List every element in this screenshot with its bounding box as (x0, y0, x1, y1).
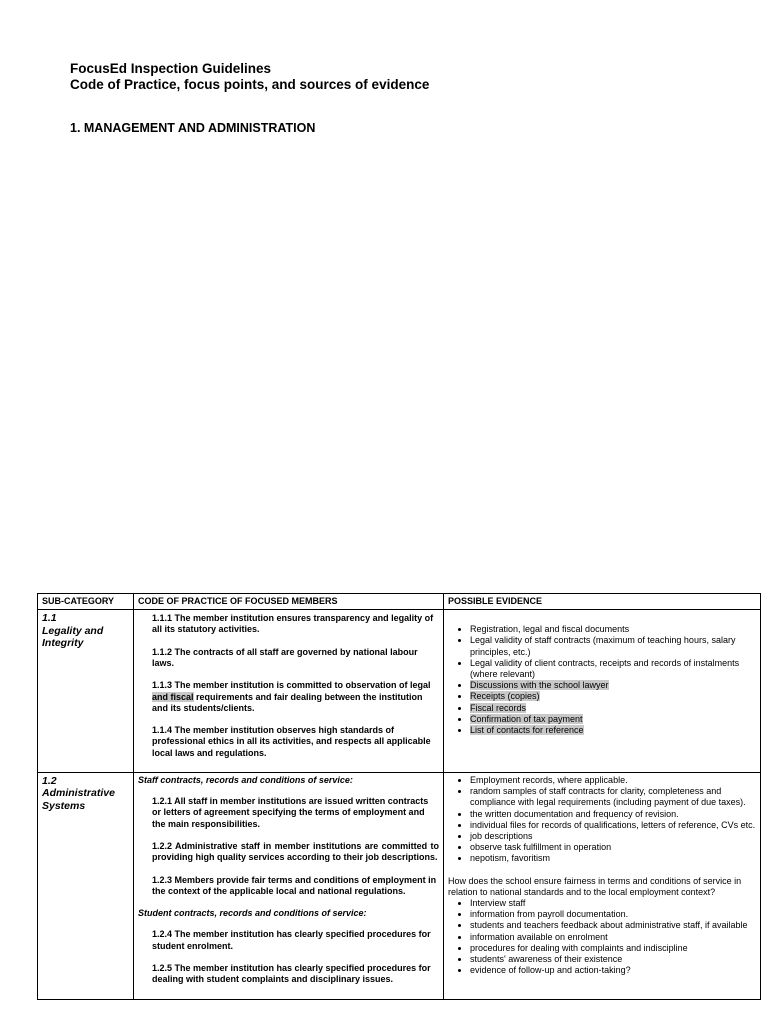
column-header-subcategory: SUB-CATEGORY (38, 594, 134, 610)
list-item: • information from payroll documentation. (470, 909, 756, 920)
code-item: 1.2.2 Administrative staff in member institutions are committed to providing high quality services according to their job descriptions. (152, 840, 439, 863)
subcategory-number: 1.1 (42, 612, 57, 625)
list-item: • Legal validity of client contracts, receipts and records of instalments (where relevant) (470, 658, 756, 680)
document-title: FocusEd Inspection Guidelines (70, 61, 272, 76)
column-header-evidence: POSSIBLE EVIDENCE (444, 594, 761, 610)
list-item: • Registration, legal and fiscal documents (470, 624, 756, 635)
code-item: 1.2.4 The member institution has clearly specified procedures for student enrolment. (152, 929, 431, 951)
subcategory-cell (38, 610, 134, 773)
subcategory-number: 1.2 (42, 774, 57, 787)
column-header-code: CODE OF PRACTICE OF FOCUSED MEMBERS (134, 594, 444, 610)
list-item: • Receipts (copies) (470, 691, 756, 702)
list-item: • observe task fulfillment in operation (470, 842, 756, 853)
list-item: • nepotism, favoritism (470, 853, 756, 864)
highlighted-text: and fiscal (152, 691, 194, 702)
list-item: • Confirmation of tax payment (470, 714, 756, 725)
subcategory-name: Legality and Integrity (42, 624, 104, 650)
code-item: 1.2.5 The member institution has clearly specified procedures for dealing with student complaints and disciplinary issues. (152, 962, 431, 985)
list-item: • the written documentation and frequency of revision. (470, 809, 756, 820)
code-item: 1.1.4 The member institution observes high standards of professional ethics in all its activities, and respects all applicable local laws and regulations. (152, 725, 431, 758)
list-item: • job descriptions (470, 831, 756, 842)
list-item: • Discussions with the school lawyer (470, 680, 756, 691)
list-item: • List of contacts for reference (470, 725, 756, 736)
list-item: • random samples of staff contracts for clarity, completeness and compliance with legal requirements (including payment of due taxes). (470, 786, 756, 808)
list-item: • Interview staff (470, 898, 756, 909)
code-item: 1.1.1 The member institution ensures transparency and legality of all its statutory activities. (152, 613, 434, 635)
table-row (38, 772, 761, 999)
list-item: • Fiscal records (470, 703, 756, 714)
list-item: • procedures for dealing with complaints and indiscipline (470, 943, 756, 954)
subcategory-cell (38, 772, 134, 999)
code-cell (134, 772, 444, 999)
evidence-cell (444, 772, 761, 999)
list-item: • students' awareness of their existence (470, 954, 756, 965)
code-item: 1.2.3 Members provide fair terms and conditions of employment in the context of the applicable local and national regulations. (152, 874, 437, 896)
code-cell (134, 610, 444, 773)
evidence-list-2 (448, 898, 756, 976)
evidence-list (448, 624, 756, 736)
list-item: • Employment records, where applicable. (470, 775, 756, 786)
evidence-cell (444, 610, 761, 773)
code-item: 1.1.2 The contracts of all staff are governed by national labour laws. (152, 646, 418, 668)
table-row (38, 610, 761, 773)
document-subtitle: Code of Practice, focus points, and sources of evidence (70, 77, 430, 92)
subcategory-name: Administrative Systems (42, 787, 115, 812)
code-subheading: Student contracts, records and conditions of service: (138, 908, 367, 919)
code-item: 1.1.3 The member institution is committed to observation of legal and fiscal requirements and fair dealing between the institution and its students/clients. (152, 680, 431, 713)
list-item: • evidence of follow-up and action-taking? (470, 965, 756, 976)
code-item: 1.2.1 All staff in member institutions are issued written contracts or letters of agreement specifying the terms of employment and the main responsibilities. (152, 796, 429, 829)
list-item: • students and teachers feedback about administrative staff, if available (470, 920, 756, 931)
table-header-row (38, 594, 761, 610)
list-item: • information available on enrolment (470, 932, 756, 943)
list-item: • Legal validity of staff contracts (maximum of teaching hours, salary principles, etc.) (470, 635, 756, 657)
list-item: • individual files for records of qualifications, letters of reference, CVs etc. (470, 820, 756, 831)
guidelines-table (37, 593, 761, 1000)
code-subheading: Staff contracts, records and conditions of service: (138, 774, 353, 785)
section-heading: 1. MANAGEMENT AND ADMINISTRATION (70, 121, 316, 135)
evidence-question: How does the school ensure fairness in terms and conditions of service in relation to national standards and to the local employment context? (448, 875, 742, 897)
evidence-list (448, 775, 756, 865)
